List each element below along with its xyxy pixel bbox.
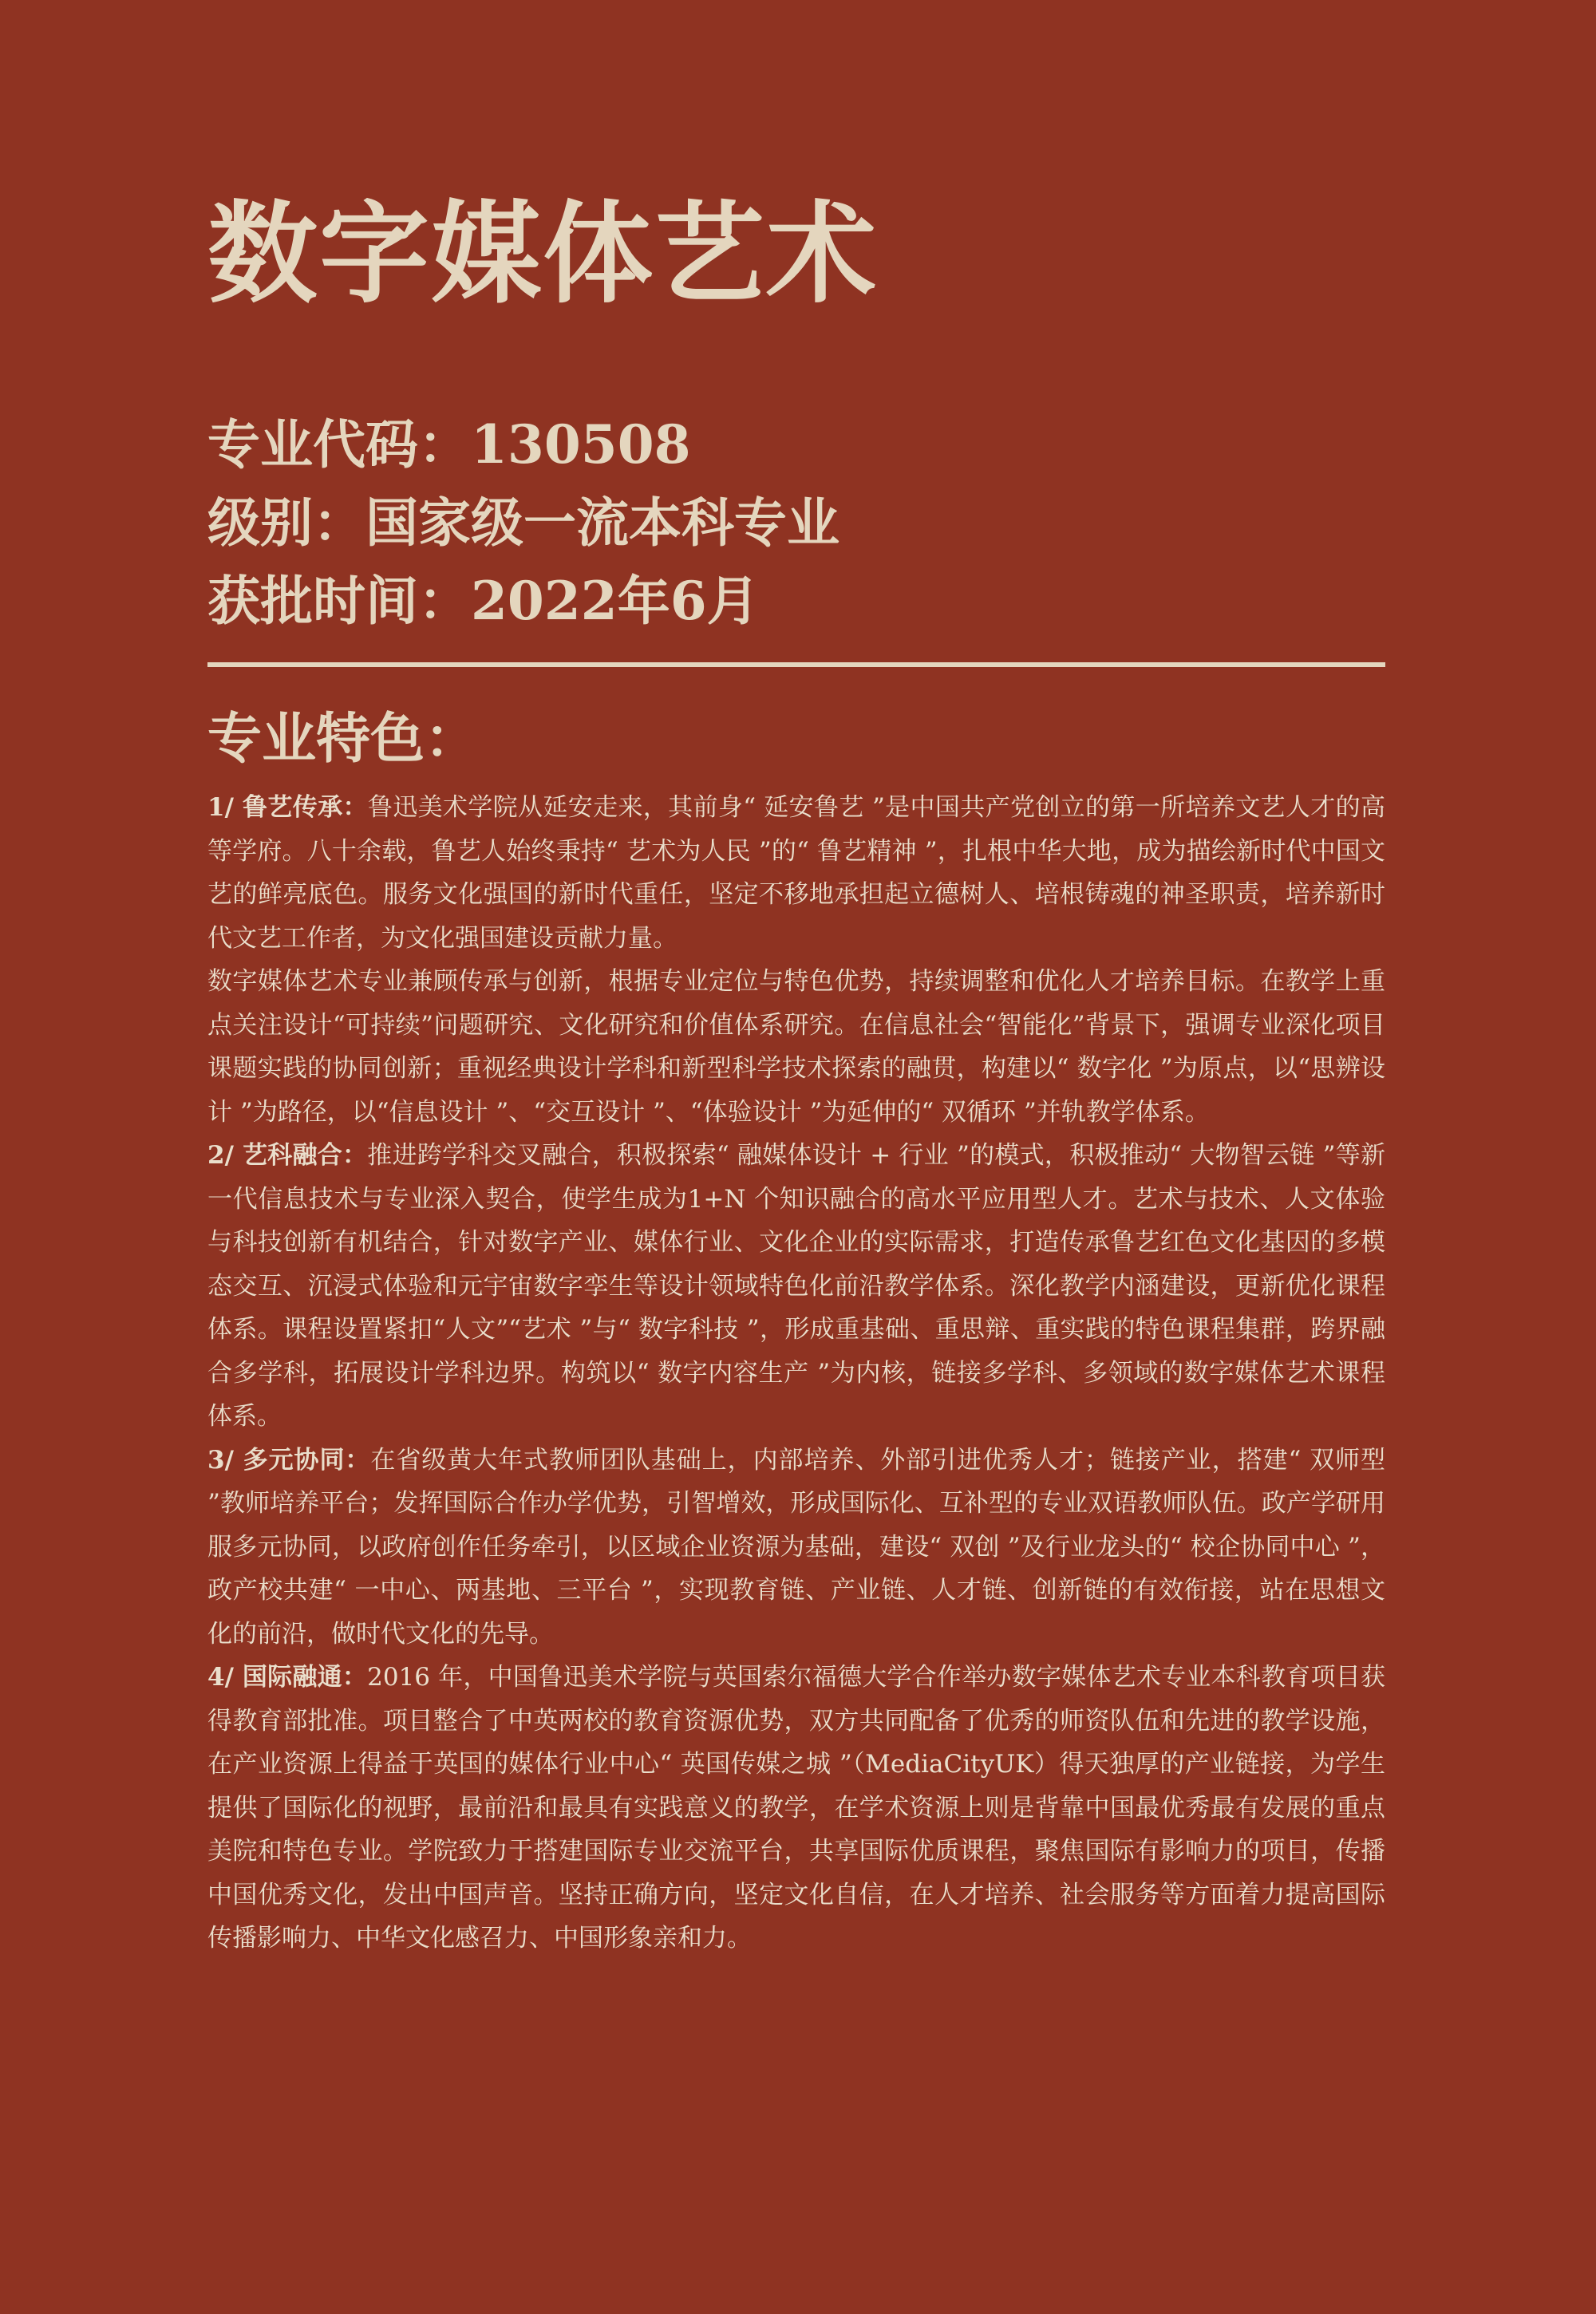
section-text: 在省级黄大年式教师团队基础上，内部培养、外部引进优秀人才；链接产业，搭建“ 双师型 ”教师培养平台；发挥国际合作办学优势，引智增效，形成国际化、互补型的专业双语教师队伍。政产学研用服多元协同，以政府创作任务牵引，以区域企业资源为基础，建设“ 双创 ”及行业龙头的“ 校企协同中心 ”，政产校共建“ 一中心、两基地、三平台 ”，实现教育链、产业链、人才链、创新链的有效衔接，站在思想文化的前沿，做时代文化的先导。 [207,1445,1386,1649]
major-level: 级别：国家级一流本科专业 [207,492,839,554]
features-body [207,786,1385,1961]
major-code: 专业代码：130508 [207,413,691,476]
features-heading: 专业特色： [207,707,480,771]
page-title: 数字媒体艺术 [207,188,879,318]
divider [207,662,1385,667]
section-art-tech [207,1134,1385,1439]
section-lead: 1/ 鲁艺传承： [207,793,368,822]
major-info [207,405,839,640]
section-innovation [207,960,1385,1134]
section-lead: 3/ 多元协同： [207,1445,371,1475]
section-collaboration [207,1439,1385,1657]
section-lead: 2/ 艺科融合： [207,1141,368,1170]
section-text: 推进跨学科交叉融合，积极探索“ 融媒体设计 + 行业 ”的模式，积极推动“ 大物智云链 ”等新一代信息技术与专业深入契合，使学生成为1+N 个知识融合的高水平应用型人才。艺术与技术、人文体验与科技创新有机结合，针对数字产业、媒体行业、文化企业的实际需求，打造传承鲁艺红色文化基因的多模态交互、沉浸式体验和元宇宙数字孪生等设计领域特色化前沿教学体系。深化教学内涵建设，更新优化课程体系。课程设置紧扣“人文”“艺术 ”与“ 数字科技 ”，形成重基础、重思辩、重实践的特色课程集群，跨界融合多学科，拓展设计学科边界。构筑以“ 数字内容生产 ”为内核，链接多学科、多领域的数字媒体艺术课程体系。 [207,1141,1385,1431]
section-text: 数字媒体艺术专业兼顾传承与创新，根据专业定位与特色优势，持续调整和优化人才培养目标。在教学上重点关注设计“可持续”问题研究、文化研究和价值体系研究。在信息社会“智能化”背景下，强调专业深化项目课题实践的协同创新；重视经典设计学科和新型科学技术探索的融贯，构建以“ 数字化 ”为原点，以“思辨设计 ”为路径，以“信息设计 ”、“交互设计 ”、“体验设计 ”为延伸的“ 双循环 ”并轨教学体系。 [207,967,1385,1127]
section-heritage [207,786,1385,960]
section-international [207,1656,1385,1961]
section-text: 2016 年，中国鲁迅美术学院与英国索尔福德大学合作举办数字媒体艺术专业本科教育项目获得教育部批准。项目整合了中英两校的教育资源优势，双方共同配备了优秀的师资队伍和先进的教学设施，在产业资源上得益于英国的媒体行业中心“ 英国传媒之城 ”（MediaCityUK）得天独厚的产业链接，为学生提供了国际化的视野，最前沿和最具有实践意义的教学，在学术资源上则是背靠中国最优秀最有发展的重点美院和特色专业。学院致力于搭建国际专业交流平台，共享国际优质课程，聚焦国际有影响力的项目，传播中国优秀文化，发出中国声音。坚持正确方向，坚定文化自信，在人才培养、社会服务等方面着力提高国际传播影响力、中华文化感召力、中国形象亲和力。 [207,1663,1385,1953]
approval-date: 获批时间：2022年6月 [207,570,760,632]
section-lead: 4/ 国际融通： [207,1663,368,1692]
section-text: 鲁迅美术学院从延安走来，其前身“ 延安鲁艺 ”是中国共产党创立的第一所培养文艺人才的高等学府。八十余载，鲁艺人始终秉持“ 艺术为人民 ”的“ 鲁艺精神 ”，扎根中华大地，成为描绘新时代中国文艺的鲜亮底色。服务文化强国的新时代重任，坚定不移地承担起立德树人、培根铸魂的神圣职责，培养新时代文艺工作者，为文化强国建设贡献力量。 [207,793,1385,953]
